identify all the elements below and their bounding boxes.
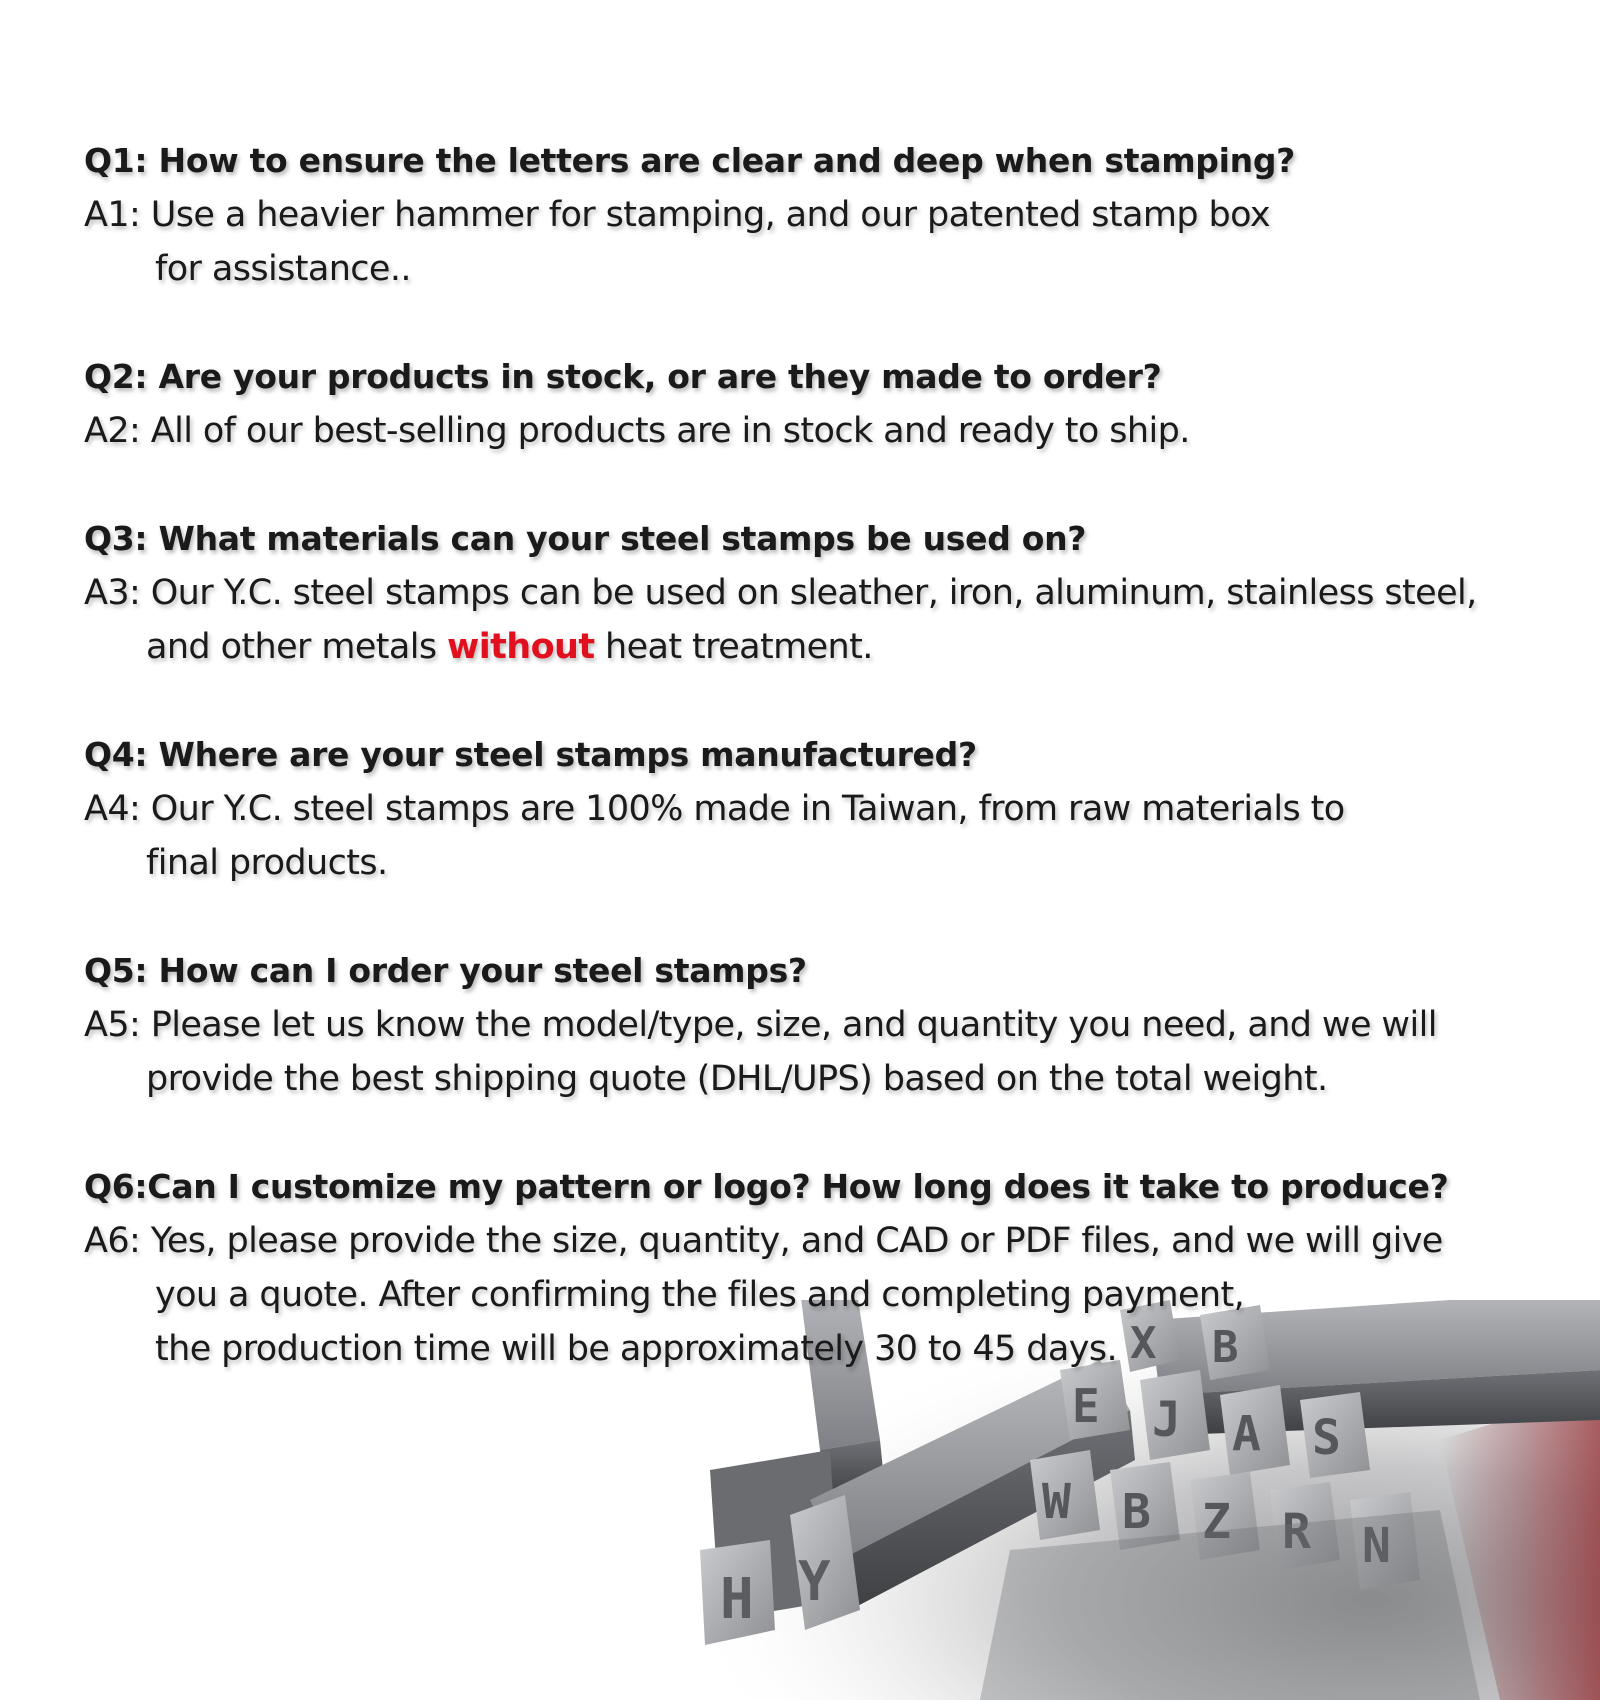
answer-5-line-2: provide the best shipping quote (DHL/UPS) based on the total weight.	[146, 1059, 1328, 1099]
question-2: Q2: Are your products in stock, or are they made to order?	[84, 357, 1162, 396]
svg-text:X: X	[1130, 1318, 1157, 1369]
svg-text:R: R	[1282, 1504, 1311, 1560]
answer-1-line-1: Use a heavier hammer for stamping, and our patented stamp box	[150, 195, 1270, 235]
svg-text:Z: Z	[1202, 1494, 1231, 1550]
faq-item-4	[84, 728, 1584, 890]
question-3: Q3: What materials can your steel stamps be used on?	[84, 519, 1087, 558]
faq-item-2	[84, 350, 1584, 458]
svg-text:A: A	[1232, 1406, 1261, 1462]
question-4: Q4: Where are your steel stamps manufactured?	[84, 735, 977, 774]
svg-text:J: J	[1152, 1392, 1181, 1448]
answer-6-prefix: A6:	[84, 1221, 151, 1261]
question-6: Q6:Can I customize my pattern or logo? How long does it take to produce?	[84, 1167, 1449, 1206]
answer-1	[84, 188, 1584, 296]
highlight-without: without	[447, 627, 595, 667]
answer-2-prefix: A2:	[84, 411, 151, 451]
answer-4-line-2: final products.	[146, 843, 388, 883]
answer-1-line-2: for assistance..	[155, 249, 411, 289]
answer-2	[84, 404, 1584, 458]
answer-6	[84, 1214, 1584, 1376]
svg-text:S: S	[1312, 1410, 1341, 1466]
svg-text:E: E	[1072, 1379, 1100, 1433]
answer-3-line-2	[84, 620, 1584, 674]
answer-6-line-2: you a quote. After confirming the files and completing payment,	[155, 1275, 1245, 1315]
svg-text:Y: Y	[798, 1550, 831, 1613]
answer-4-prefix: A4:	[84, 789, 151, 829]
svg-text:B: B	[1122, 1484, 1151, 1540]
answer-6-line-1: Yes, please provide the size, quantity, and CAD or PDF files, and we will give	[150, 1221, 1443, 1261]
answer-3-line-2-after: heat treatment.	[594, 627, 873, 667]
faq-item-6	[84, 1160, 1584, 1376]
answer-5-line-1: Please let us know the model/type, size, and quantity you need, and we will	[150, 1005, 1437, 1045]
answer-3-line-2-before: and other metals	[146, 627, 448, 667]
answer-4-line-1: Our Y.C. steel stamps are 100% made in Taiwan, from raw materials to	[150, 789, 1345, 829]
answer-3	[84, 566, 1584, 674]
svg-text:N: N	[1362, 1518, 1391, 1574]
answer-5	[84, 998, 1584, 1106]
question-5: Q5: How can I order your steel stamps?	[84, 951, 807, 990]
answer-3-prefix: A3:	[84, 573, 151, 613]
answer-3-line-1: Our Y.C. steel stamps can be used on sleather, iron, aluminum, stainless steel,	[150, 573, 1477, 613]
faq-item-5	[84, 944, 1584, 1106]
faq-list	[84, 134, 1584, 1376]
answer-4	[84, 782, 1584, 890]
svg-text:W: W	[1042, 1474, 1071, 1530]
svg-text:B: B	[1212, 1322, 1239, 1373]
svg-text:H: H	[720, 1567, 754, 1632]
question-1: Q1: How to ensure the letters are clear and deep when stamping?	[84, 141, 1295, 180]
faq-item-1	[84, 134, 1584, 296]
answer-1-prefix: A1:	[84, 195, 151, 235]
answer-6-line-3: the production time will be approximately 30 to 45 days.	[155, 1329, 1117, 1369]
answer-5-prefix: A5:	[84, 1005, 151, 1045]
faq-item-3	[84, 512, 1584, 674]
answer-2-line-1: All of our best-selling products are in stock and ready to ship.	[150, 411, 1190, 451]
